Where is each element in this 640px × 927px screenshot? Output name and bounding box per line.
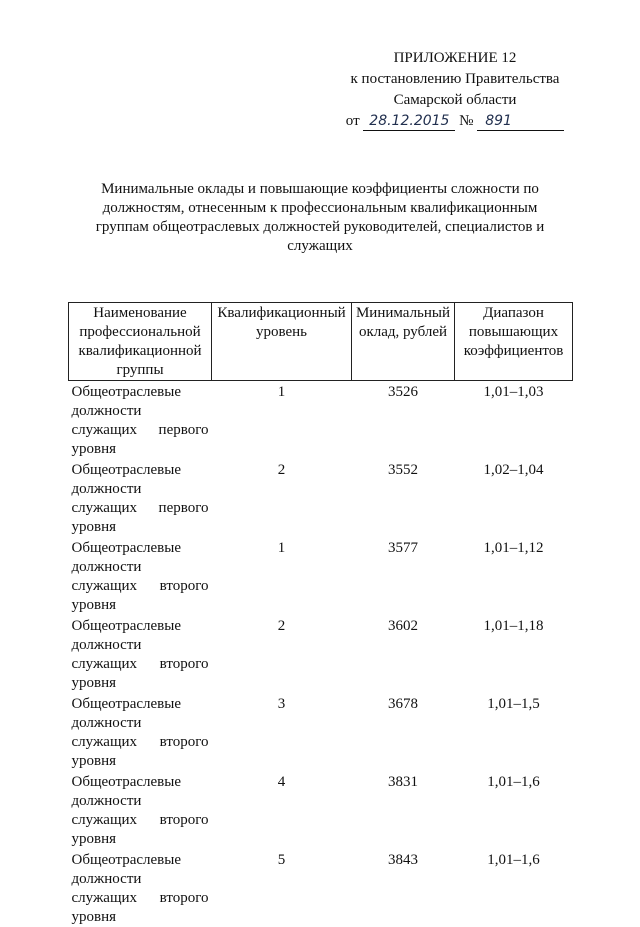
cell-group-name: Общеотраслевые должности служащих первого уровня (71, 462, 209, 535)
cell-level: 4 (277, 774, 286, 790)
table-header-row (69, 303, 573, 381)
cell-salary: 3678 (388, 696, 418, 712)
cell-salary: 3577 (388, 540, 418, 556)
cell-salary: 3552 (388, 462, 418, 478)
cell-coefficient: 1,01–1,6 (487, 774, 540, 790)
table-row (69, 693, 573, 771)
table-row (69, 771, 573, 849)
cell-level: 3 (277, 696, 286, 712)
cell-level: 2 (277, 618, 286, 634)
cell-level: 5 (277, 852, 286, 868)
cell-group-name: Общеотраслевые должности служащих второго уровня (71, 852, 209, 925)
table-row (69, 615, 573, 693)
cell-coefficient: 1,01–1,6 (487, 852, 540, 868)
cell-coefficient: 1,01–1,12 (483, 540, 544, 556)
handwritten-date: 28.12.2015 (363, 112, 455, 131)
handwritten-number: 891 (477, 112, 564, 131)
cell-coefficient: 1,02–1,04 (483, 462, 544, 478)
cell-level: 1 (277, 540, 286, 556)
appendix-region-line: Самарской области (393, 92, 517, 108)
table-row (69, 459, 573, 537)
header-qualification-level: Квалификационный уровень (212, 303, 352, 381)
cell-group-name: Общеотраслевые должности служащих первого уровня (71, 384, 209, 457)
cell-group-name: Общеотраслевые должности служащих второго уровня (71, 618, 209, 691)
cell-group-name: Общеотраслевые должности служащих второго уровня (71, 696, 209, 769)
table-row (69, 381, 573, 460)
cell-salary: 3602 (388, 618, 418, 634)
table-row (69, 537, 573, 615)
cell-group-name: Общеотраслевые должности служащих второго уровня (71, 540, 209, 613)
document-title: Минимальные оклады и повышающие коэффициенты сложности по должностям, отнесенным к профессиональным квалификационным группам общеотраслевых должностей руководителей, специалистов и служащих (95, 181, 545, 254)
cell-level: 2 (277, 462, 286, 478)
appendix-number: ПРИЛОЖЕНИЕ 12 (393, 50, 517, 66)
header-group-name: Наименование профессиональной квалификационной группы (69, 303, 212, 381)
header-min-salary: Минимальный оклад, рублей (352, 303, 455, 381)
cell-group-name: Общеотраслевые должности служащих второго уровня (71, 774, 209, 847)
cell-salary: 3831 (388, 774, 418, 790)
cell-coefficient: 1,01–1,03 (483, 384, 544, 400)
appendix-date-number-line (330, 111, 580, 132)
appendix-header (330, 48, 580, 132)
cell-coefficient: 1,01–1,5 (487, 696, 540, 712)
from-label: от (345, 113, 360, 129)
appendix-resolution-line: к постановлению Правительства (350, 71, 560, 87)
cell-salary: 3843 (388, 852, 418, 868)
number-label: № (459, 113, 474, 129)
salary-table (68, 302, 573, 927)
cell-coefficient: 1,01–1,18 (483, 618, 544, 634)
cell-level: 1 (277, 384, 286, 400)
table-row (69, 849, 573, 927)
header-coefficient-range: Диапазон повышающих коэффициентов (455, 303, 573, 381)
cell-salary: 3526 (388, 384, 418, 400)
